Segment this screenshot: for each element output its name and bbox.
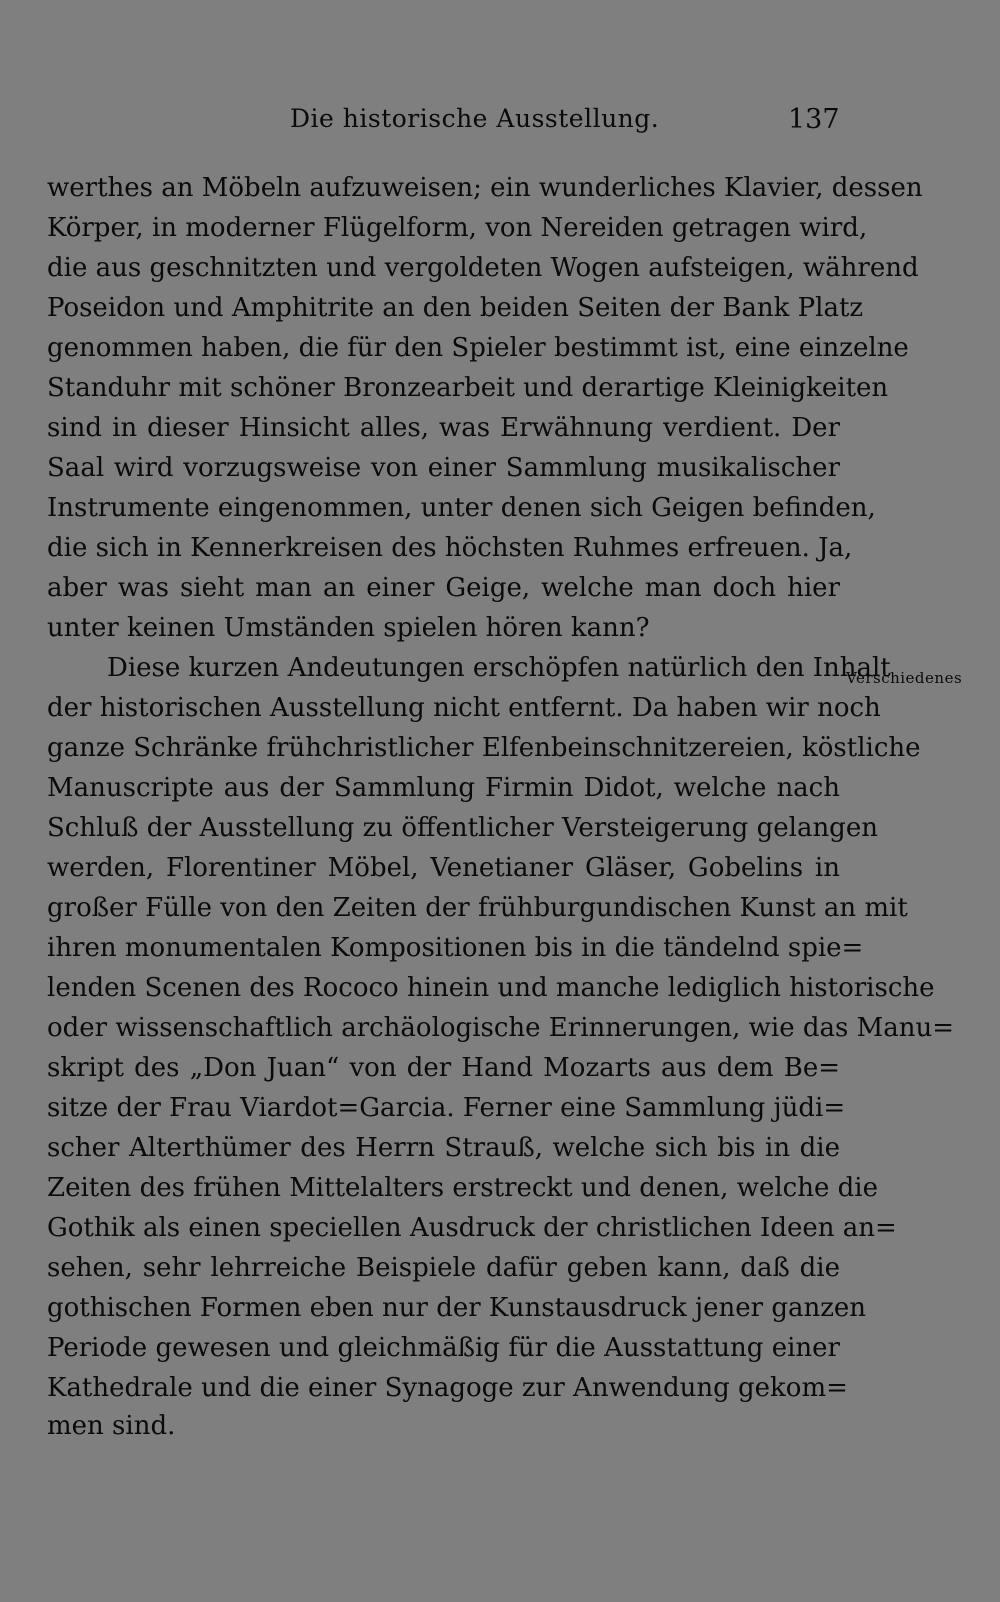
text-line: Poseidon und Amphitrite an den beiden Seiten der Bank Platz (47, 293, 864, 323)
text-line: Zeiten des frühen Mittelalters erstreckt und denen, welche die (47, 1173, 878, 1203)
text-line: aber was sieht man an einer Geige, welche man doch hier (47, 573, 840, 603)
text-line: die sich in Kennerkreisen des höchsten Ruhmes erfreuen. Ja, (47, 533, 853, 563)
text-line: Gothik als einen speciellen Ausdruck der christlichen Ideen an= (47, 1213, 897, 1243)
text-line: werthes an Möbeln aufzuweisen; ein wunderliches Klavier, dessen (47, 173, 923, 203)
text-line: werden, Florentiner Möbel, Venetianer Gläser, Gobelins in (47, 853, 840, 883)
text-line: unter keinen Umständen spielen hören kann? (47, 613, 650, 643)
text-line: Kathedrale und die einer Synagoge zur Anwendung gekom= (47, 1373, 848, 1403)
margin-note: Verschiedenes (846, 669, 963, 687)
text-line: oder wissenschaftlich archäologische Erinnerungen, wie das Manu= (47, 1013, 955, 1043)
text-line: lenden Scenen des Rococo hinein und manche lediglich historische (47, 973, 935, 1003)
text-line: genommen haben, die für den Spieler bestimmt ist, eine einzelne (47, 333, 909, 363)
page-number: 137 (788, 104, 840, 135)
text-line: der historischen Ausstellung nicht entfernt. Da haben wir noch (47, 693, 881, 723)
text-line: Manuscripte aus der Sammlung Firmin Didot, welche nach (47, 773, 840, 803)
text-line: ihren monumentalen Kompositionen bis in die tändelnd spie= (47, 933, 864, 963)
text-line: gothischen Formen eben nur der Kunstausdruck jener ganzen (47, 1293, 867, 1323)
text-line: ganze Schränke frühchristlicher Elfenbeinschnitzereien, köstliche (47, 733, 921, 763)
text-line: Periode gewesen und gleichmäßig für die Ausstattung einer (47, 1333, 840, 1363)
text-line: Saal wird vorzugsweise von einer Sammlung musikalischer (47, 453, 840, 483)
text-line: Instrumente eingenommen, unter denen sich Geigen befinden, (47, 493, 876, 523)
text-line: die aus geschnitzten und vergoldeten Wogen aufsteigen, während (47, 253, 919, 283)
text-line: sitze der Frau Viardot=Garcia. Ferner eine Sammlung jüdi= (47, 1093, 846, 1123)
text-line: scher Alterthümer des Herrn Strauß, welche sich bis in die (47, 1133, 840, 1163)
text-line: Körper, in moderner Flügelform, von Nereiden getragen wird, (47, 213, 868, 243)
text-line: großer Fülle von den Zeiten der frühburgundischen Kunst an mit (47, 893, 908, 923)
text-line: sind in dieser Hinsicht alles, was Erwähnung verdient. Der (47, 413, 840, 443)
text-line: skript des „Don Juan“ von der Hand Mozarts aus dem Be= (47, 1053, 840, 1083)
running-header-title: Die historische Ausstellung. (290, 104, 660, 133)
text-line: men sind. (47, 1411, 176, 1441)
text-line: Diese kurzen Andeutungen erschöpfen natürlich den Inhalt (107, 653, 891, 683)
text-line: sehen, sehr lehrreiche Beispiele dafür geben kann, daß die (47, 1253, 840, 1283)
text-line: Standuhr mit schöner Bronzearbeit und derartige Kleinigkeiten (47, 373, 889, 403)
text-line: Schluß der Ausstellung zu öffentlicher Versteigerung gelangen (47, 813, 878, 843)
